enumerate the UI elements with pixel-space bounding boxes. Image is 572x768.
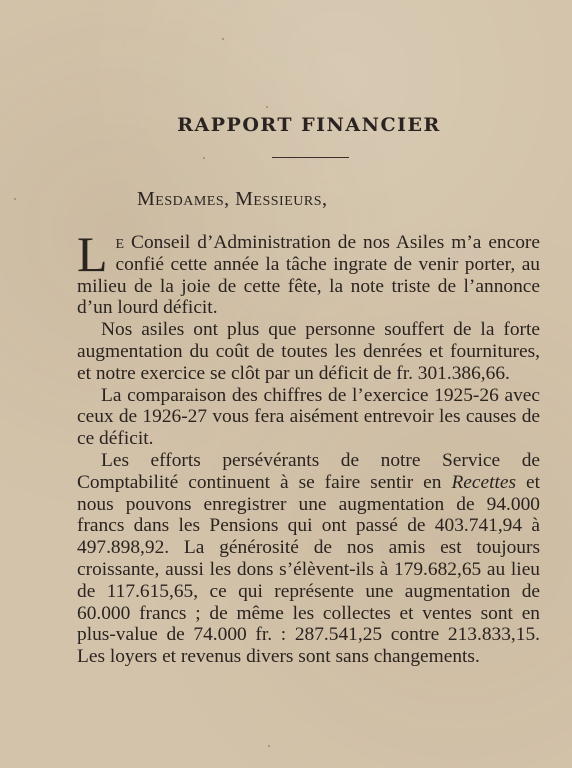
title-divider [272,157,349,158]
paragraph-1-text: Conseil d’Administration de nos Asiles m’a encore confié cette année la tâche ingrate de venir porter, au milieu de la joie de cette fête, la note triste de l’annonce d’un lourd déficit. [77,232,540,319]
paragraph-4-text-a: Les efforts persévérants de notre Service de Comptabilité continuent à se faire sentir en [77,449,540,493]
report-body [77,226,540,668]
paragraph-4-italic: Recettes [451,471,517,493]
paper-speck [222,38,224,40]
paper-speck [266,106,268,108]
drop-cap: L [77,226,108,282]
paragraph-3: La comparaison des chiffres de l’exercice 1925-26 avec ceux de 1926-27 vous fera aisément entrevoir les causes de ce déficit. [77,384,540,450]
paper-speck [203,157,205,159]
paragraph-2: Nos asiles ont plus que personne souffert de la forte augmentation du coût de toutes les denrées et fournitures, et notre exercice se clôt par un déficit de fr. 301.386,66. [77,319,540,384]
paragraph-1 [77,226,540,319]
paragraph-4-text-b: et nous pouvons enregistrer une augmentation de 94.000 francs dans les Pensions qui ont passé de 403.741,94 à 497.898,92. La générosité de nos amis est toujours croissante, aussi les dons s’élèvent-ils à 179.682,65 au lieu de 117.615,65, ce qui représente une augmentation de 60.000 francs ; de même les collectes et ventes sont en plus-value de 74.000 fr. : 287.541,25 contre 213.833,15. Les loyers et revenus divers sont sans changements. [77,471,540,668]
salutation: Mesdames, Messieurs, [137,188,328,210]
page-title: RAPPORT FINANCIER [177,114,441,136]
paragraph-4 [77,450,540,668]
paper-speck [268,745,270,747]
paper-speck [14,198,16,200]
paragraph-1-lead: e [115,232,125,253]
